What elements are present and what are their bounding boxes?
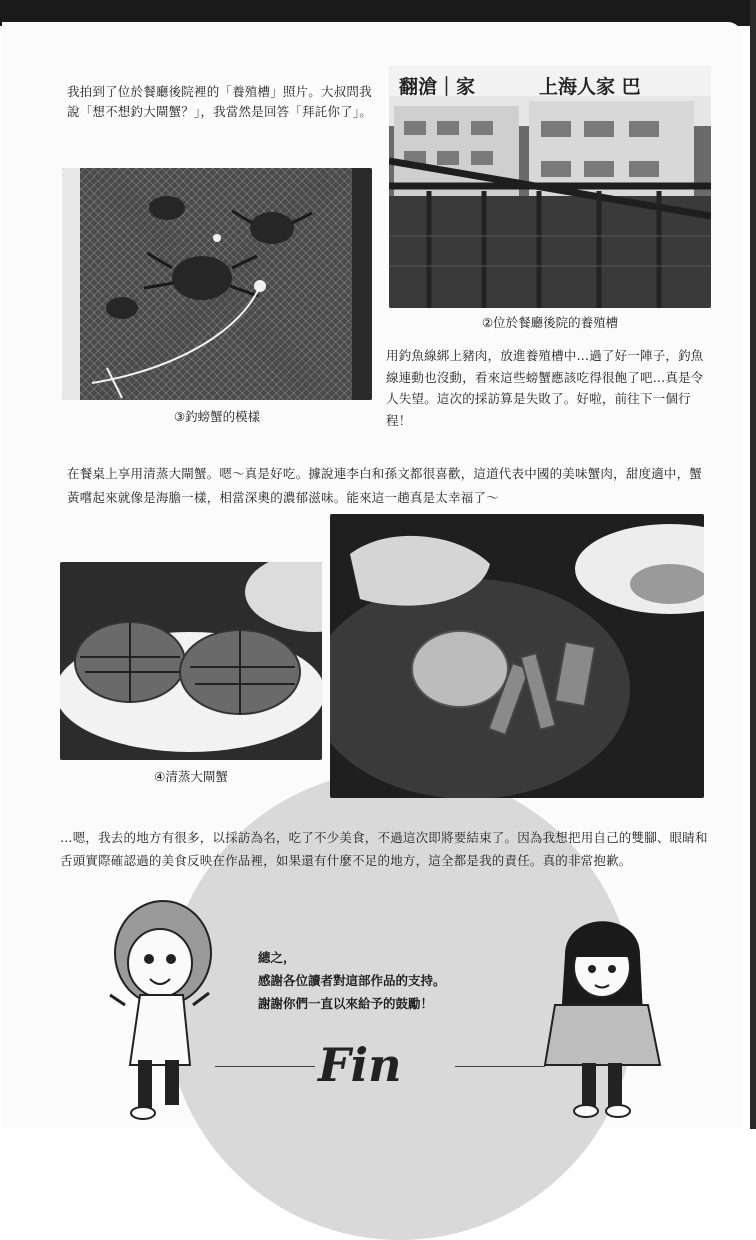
steamed-crab-photo [60, 562, 322, 760]
intro-paragraph: 我拍到了位於餐廳後院裡的「養殖槽」照片。大叔問我說「想不想釣大閘蟹？」，我當然是回答「拜託你了」。 [67, 84, 373, 119]
tank-photo [389, 66, 711, 308]
crab-meal-drawing [330, 514, 704, 798]
sign-left-text: 翻滄｜家 [399, 76, 476, 98]
dinner-paragraph: 在餐桌上享用清蒸大閘蟹。嗯～真是好吃。據說連李白和孫文都很喜歡，這道代表中國的美味蟹肉，甜度適中，蟹黃嚐起來就像是海膽一樣，相當深奧的濃郁滋味。能來這一趟真是太幸福了～ [67, 466, 703, 505]
crab-meal-photo [330, 514, 704, 798]
steamed-caption: ④清蒸大閘蟹 [154, 769, 228, 784]
fin-line-left [215, 1066, 315, 1067]
steamed-crab-drawing [60, 562, 322, 760]
thanks-message [258, 946, 446, 1015]
thanks-line-1: 總之， [258, 950, 296, 965]
thanks-line-3: 謝謝你們一直以來給予的鼓勵！ [258, 996, 434, 1011]
sign-right-text: 上海人家 巴 [539, 76, 641, 98]
fishing-caption: ③釣螃蟹的模樣 [173, 409, 261, 424]
left-character-illustration [105, 895, 215, 1123]
fishing-photo-drawing [62, 168, 372, 400]
right-character-illustration [540, 905, 665, 1120]
closing-paragraph: …嗯，我去的地方有很多，以採訪為名，吃了不少美食，不過這次即將要結束了。因為我想把用自己的雙腳、眼睛和舌頭實際確認過的美食反映在作品裡，如果還有什麼不足的地方，這全都是我的責任。真的非常抱歉。 [60, 830, 708, 868]
scan-right-border [750, 0, 756, 1129]
thanks-line-2: 感謝各位讀者對這部作品的支持。 [258, 973, 446, 988]
tank-photo-drawing [389, 66, 711, 308]
tank-caption: ②位於餐廳後院的養殖槽 [481, 315, 619, 330]
fishing-photo [62, 168, 372, 400]
fin-line-right [455, 1066, 545, 1067]
fishing-paragraph: 用釣魚線綁上豬肉，放進養殖槽中…過了好一陣子，釣魚線連動也沒動，看來這些螃蟹應該吃得很飽了吧…真是令人失望。這次的採訪算是失敗了。好啦，前往下一個行程！ [386, 348, 704, 428]
fin-text: Fin [318, 1038, 402, 1092]
